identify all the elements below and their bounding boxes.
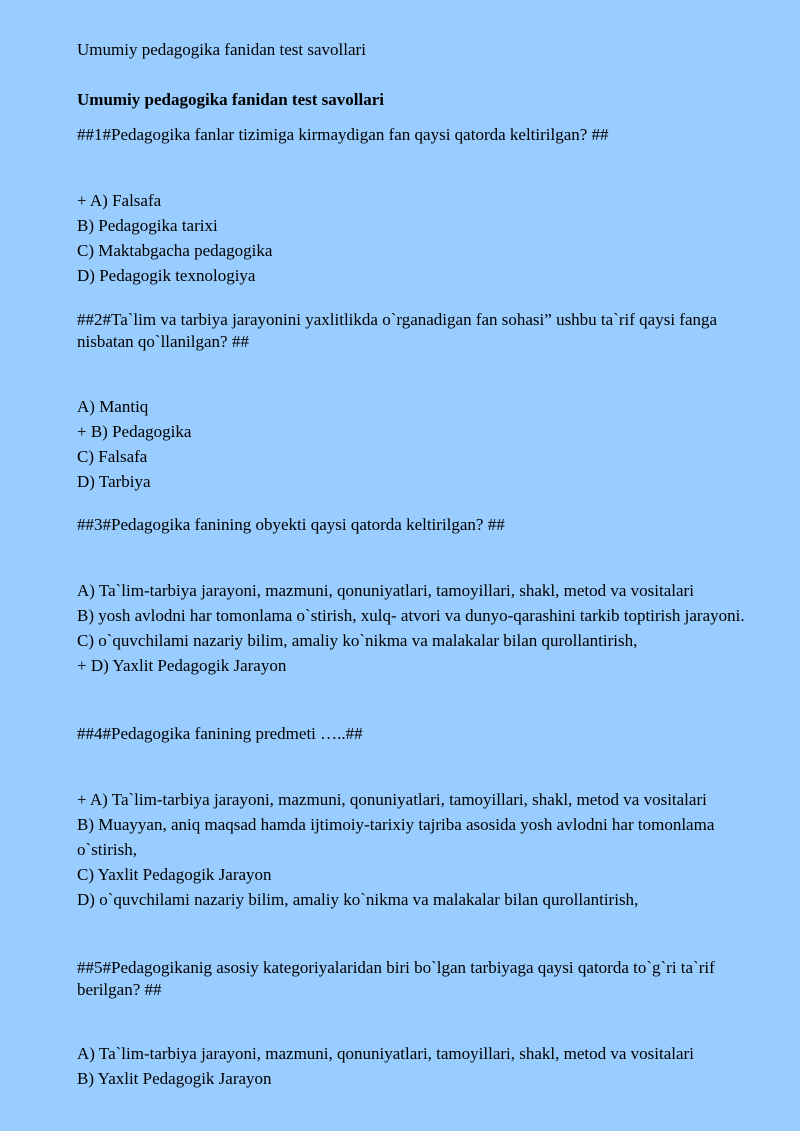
- question-2-options: [77, 394, 767, 494]
- question-3-options: [77, 578, 767, 678]
- page-header-title: Umumiy pedagogika fanidan test savollari: [77, 40, 366, 59]
- question-4-text: ##4#Pedagogika fanining predmeti …..##: [77, 724, 363, 743]
- question-5-option-b: B) Yaxlit Pedagogik Jarayon: [77, 1069, 272, 1088]
- question-2-option-b: + B) Pedagogika: [77, 422, 192, 441]
- question-3-option-d: + D) Yaxlit Pedagogik Jarayon: [77, 656, 287, 675]
- question-1-option-a: + A) Falsafa: [77, 191, 162, 210]
- question-5-option-a: A) Ta`lim-tarbiya jarayoni, mazmuni, qonuniyatlari, tamoyillari, shakl, metod va vositalari: [77, 1044, 694, 1063]
- question-2-text: ##2#Ta`lim va tarbiya jarayonini yaxlitlikda o`rganadigan fan sohasi” ushbu ta`rif qaysi fanga nisbatan qo`llanilgan? ##: [77, 310, 718, 351]
- question-3-option-a: A) Ta`lim-tarbiya jarayoni, mazmuni, qonuniyatlari, tamoyillari, shakl, metod va vositalari: [77, 581, 694, 600]
- question-1-options: [77, 188, 767, 288]
- question-1-option-c: C) Maktabgacha pedagogika: [77, 241, 273, 260]
- question-4-option-d: D) o`quvchilami nazariy bilim, amaliy ko`nikma va malakalar bilan qurollantirish,: [77, 890, 639, 909]
- question-3-option-b: B) yosh avlodni har tomonlama o`stirish, xulq- atvori va dunyo-qarashini tarkib toptirish jarayoni.: [77, 606, 745, 625]
- question-1-option-d: D) Pedagogik texnologiya: [77, 266, 256, 285]
- question-2-option-a: A) Mantiq: [77, 397, 149, 416]
- question-5-text: ##5#Pedagogikanig asosiy kategoriyalaridan biri bo`lgan tarbiyaga qaysi qatorda to`g`ri ta`rif berilgan? ##: [77, 958, 715, 999]
- question-4-option-c: C) Yaxlit Pedagogik Jarayon: [77, 865, 272, 884]
- question-1-text: ##1#Pedagogika fanlar tizimiga kirmaydigan fan qaysi qatorda keltirilgan? ##: [77, 125, 609, 144]
- question-1-option-b: B) Pedagogika tarixi: [77, 216, 218, 235]
- question-2-option-d: D) Tarbiya: [77, 472, 151, 491]
- question-3-option-c: C) o`quvchilami nazariy bilim, amaliy ko`nikma va malakalar bilan qurollantirish,: [77, 631, 638, 650]
- question-5-options: [77, 1041, 767, 1091]
- document-heading: Umumiy pedagogika fanidan test savollari: [77, 90, 384, 109]
- question-3-text: ##3#Pedagogika fanining obyekti qaysi qatorda keltirilgan? ##: [77, 515, 505, 534]
- question-2-option-c: C) Falsafa: [77, 447, 148, 466]
- question-4-options: [77, 787, 767, 912]
- question-4-option-a: + A) Ta`lim-tarbiya jarayoni, mazmuni, qonuniyatlari, tamoyillari, shakl, metod va vositalari: [77, 790, 707, 809]
- question-4-option-b: B) Muayyan, aniq maqsad hamda ijtimoiy-tarixiy tajriba asosida yosh avlodni har tomonlama o`stirish,: [77, 815, 715, 859]
